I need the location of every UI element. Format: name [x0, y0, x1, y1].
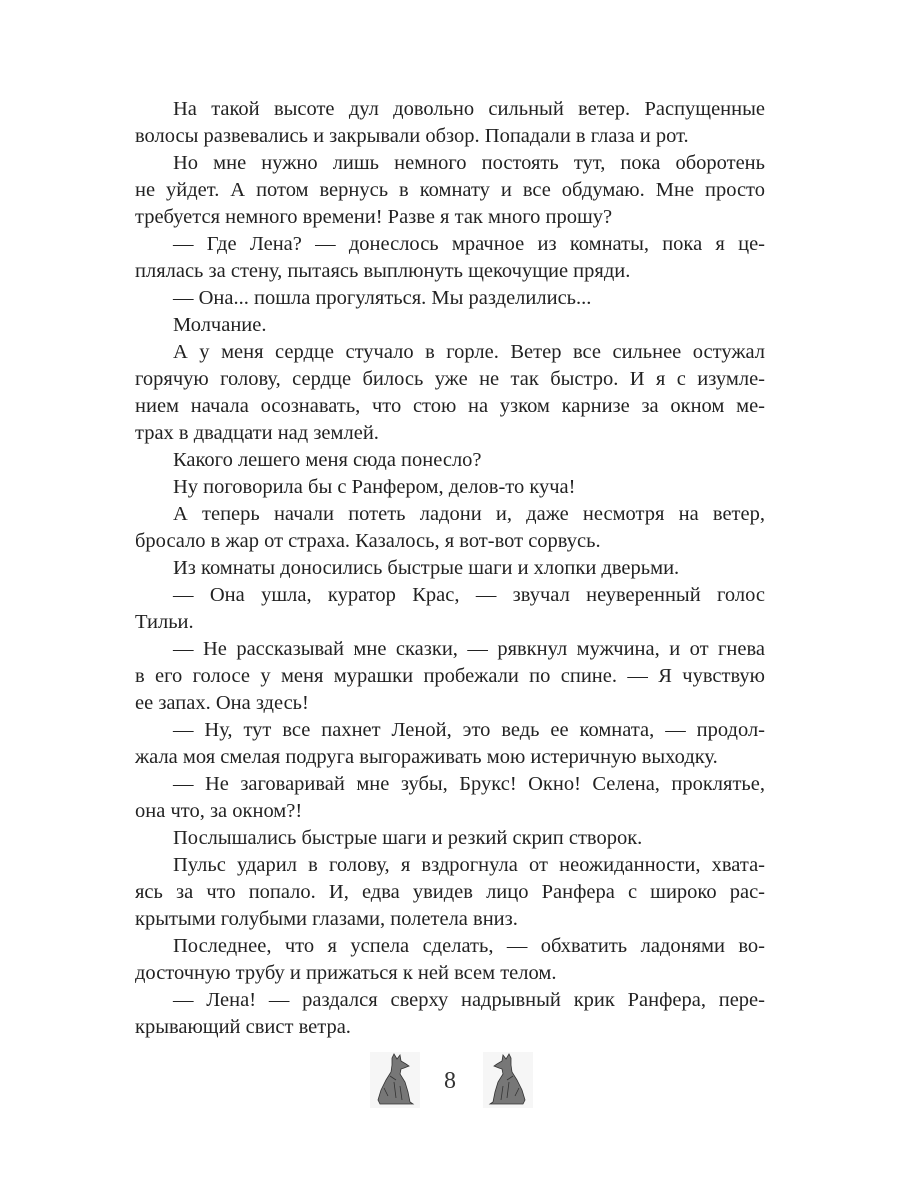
- text-line: ее запах. Она здесь!: [135, 692, 309, 714]
- text-line: — Ну, тут все пахнет Леной, это ведь ее комната, — продол-: [173, 719, 765, 741]
- text-line: она что, за окном?!: [135, 800, 303, 822]
- text-line: — Где Лена? — донеслось мрачное из комнаты, пока я це-: [173, 233, 765, 255]
- text-line: жала моя смелая подруга выгораживать мою истеричную выходку.: [135, 746, 718, 768]
- text-line: трах в двадцати над землей.: [135, 422, 379, 444]
- text-line: Пульс ударил в голову, я вздрогнула от неожиданности, хвата-: [173, 854, 765, 876]
- text-line: Тильи.: [135, 611, 194, 633]
- page-footer: [0, 1052, 900, 1122]
- text-line: Последнее, что я успела сделать, — обхватить ладонями во-: [173, 935, 765, 957]
- page-number: 8: [444, 1068, 456, 1094]
- text-line: в его голосе у меня мурашки пробежали по спине. — Я чувствую: [135, 665, 765, 687]
- text-line: — Не рассказывай мне сказки, — рявкнул мужчина, и от гнева: [173, 638, 765, 660]
- text-line: Но мне нужно лишь немного постоять тут, пока оборотень: [173, 152, 765, 174]
- text-line: горячую голову, сердце билось уже не так быстро. И я с изумле-: [135, 368, 765, 390]
- text-line: Какого лешего меня сюда понесло?: [173, 449, 482, 471]
- text-line: волосы развевались и закрывали обзор. Попадали в глаза и рот.: [135, 125, 689, 147]
- text-line: — Не заговаривай мне зубы, Брукс! Окно! Селена, проклятье,: [173, 773, 765, 795]
- text-line: досточную трубу и прижаться к ней всем телом.: [135, 962, 557, 984]
- text-line: бросало в жар от страха. Казалось, я вот-вот сорвусь.: [135, 530, 601, 552]
- text-line: Ну поговорила бы с Ранфером, делов-то куча!: [173, 476, 576, 498]
- text-line: — Она... пошла прогуляться. Мы разделились...: [173, 287, 592, 309]
- text-line: требуется немного времени! Разве я так много прошу?: [135, 206, 613, 228]
- text-line: плялась за стену, пытаясь выплюнуть щекочущие пряди.: [135, 260, 631, 282]
- text-line: крытыми голубыми глазами, полетела вниз.: [135, 908, 518, 930]
- page-text: [135, 96, 765, 1041]
- text-line: нием начала осознавать, что стою на узком карнизе за окном ме-: [135, 395, 765, 417]
- text-line: ясь за что попало. И, едва увидев лицо Ранфера с широко рас-: [135, 881, 765, 903]
- text-line: А теперь начали потеть ладони и, даже несмотря на ветер,: [173, 503, 765, 525]
- text-line: Молчание.: [173, 314, 267, 336]
- text-line: Послышались быстрые шаги и резкий скрип створок.: [173, 827, 643, 849]
- text-line: крывающий свист ветра.: [135, 1016, 351, 1038]
- text-line: — Она ушла, куратор Крас, — звучал неуверенный голос: [173, 584, 765, 606]
- wolf-icon: [370, 1052, 420, 1108]
- text-line: не уйдет. А потом вернусь в комнату и все обдумаю. Мне просто: [135, 179, 765, 201]
- text-line: А у меня сердце стучало в горле. Ветер все сильнее остужал: [173, 341, 765, 363]
- wolf-icon: [483, 1052, 533, 1108]
- text-line: На такой высоте дул довольно сильный ветер. Распущенные: [173, 98, 765, 120]
- text-line: — Лена! — раздался сверху надрывный крик Ранфера, пере-: [173, 989, 765, 1011]
- text-line: Из комнаты доносились быстрые шаги и хлопки дверьми.: [173, 557, 680, 579]
